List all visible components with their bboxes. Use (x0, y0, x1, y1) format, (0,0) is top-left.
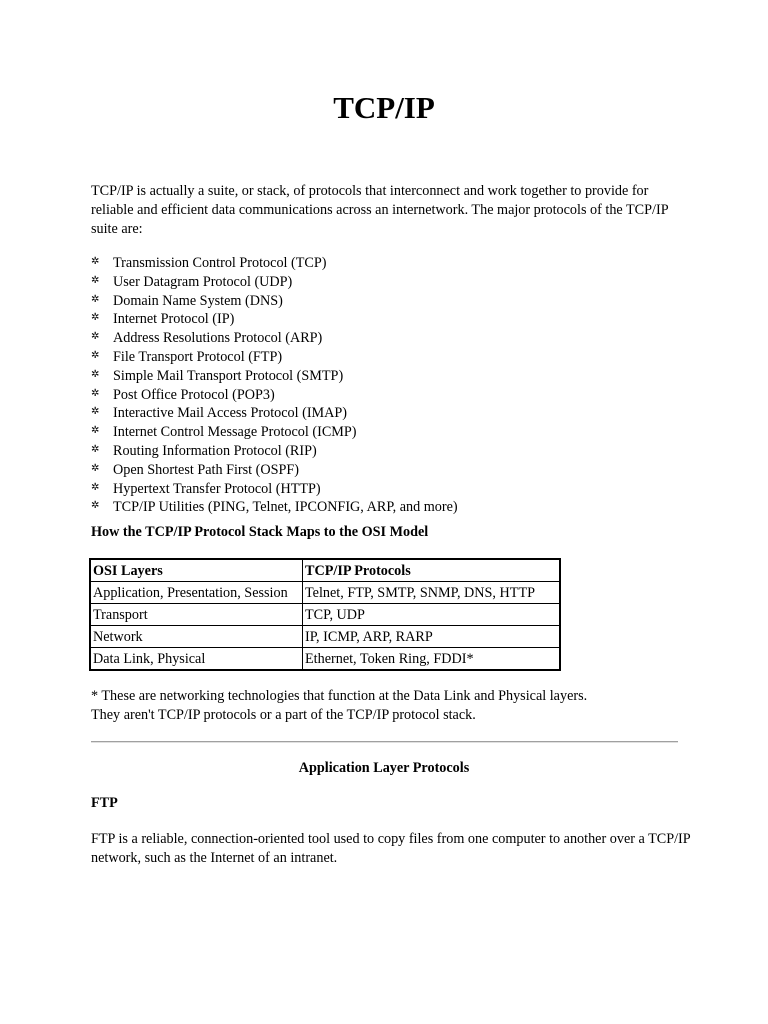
list-item-text: User Datagram Protocol (UDP) (113, 273, 293, 290)
star-bullet-icon: ✲ (91, 256, 100, 267)
list-item (91, 499, 691, 518)
table-cell: Network (90, 626, 303, 648)
star-bullet-icon: ✲ (91, 368, 100, 380)
table-cell: Ethernet, Token Ring, FDDI* (303, 648, 561, 671)
list-item-text: Address Resolutions Protocol (ARP) (113, 330, 323, 347)
table-cell: Telnet, FTP, SMTP, SNMP, DNS, HTTP (303, 582, 561, 604)
list-item (91, 387, 691, 406)
list-item-text: Routing Information Protocol (RIP) (113, 442, 317, 459)
osi-mapping-table (89, 558, 561, 671)
table-header-cell: OSI Layers (90, 559, 303, 582)
ftp-heading: FTP (91, 795, 118, 811)
list-item (91, 349, 691, 368)
star-bullet-icon: ✲ (91, 425, 100, 437)
list-item-text: Interactive Mail Access Protocol (IMAP) (113, 405, 348, 422)
list-item (91, 311, 691, 330)
list-item-text: Simple Mail Transport Protocol (SMTP) (113, 367, 344, 384)
list-item-text: Internet Protocol (IP) (113, 311, 235, 328)
list-item-text: Transmission Control Protocol (TCP) (113, 255, 327, 271)
list-item-text: File Transport Protocol (FTP) (113, 348, 283, 365)
list-item (91, 293, 691, 312)
table-cell: Transport (90, 604, 303, 626)
table-header-row (90, 559, 560, 582)
ftp-paragraph: FTP is a reliable, connection-oriented tool used to copy files from one computer to another over a TCP/IP network, such as the Internet of an intranet. (91, 831, 691, 866)
list-item-text: Hypertext Transfer Protocol (HTTP) (113, 480, 321, 497)
table-row (90, 582, 560, 604)
table-row (90, 604, 560, 626)
table-cell: IP, ICMP, ARP, RARP (303, 626, 561, 648)
star-bullet-icon: ✲ (91, 331, 100, 343)
table-header-cell: TCP/IP Protocols (303, 559, 561, 582)
star-bullet-icon: ✲ (91, 462, 100, 474)
star-bullet-icon: ✲ (91, 406, 100, 418)
footnote-line: They aren't TCP/IP protocols or a part of the TCP/IP protocol stack. (91, 707, 476, 723)
list-item (91, 330, 691, 349)
star-bullet-icon: ✲ (91, 293, 100, 305)
list-item (91, 462, 691, 481)
star-bullet-icon: ✲ (91, 500, 100, 512)
list-item (91, 255, 691, 274)
list-item (91, 424, 691, 443)
list-item (91, 274, 691, 293)
page-title: TCP/IP (333, 90, 435, 125)
footnote-line: * These are networking technologies that function at the Data Link and Physical layers. (91, 688, 588, 704)
list-item-text: TCP/IP Utilities (PING, Telnet, IPCONFIG, ARP, and more) (113, 499, 458, 516)
table-row (90, 626, 560, 648)
horizontal-divider (91, 741, 678, 743)
table-cell: TCP, UDP (303, 604, 561, 626)
star-bullet-icon: ✲ (91, 274, 100, 286)
star-bullet-icon: ✲ (91, 443, 100, 455)
list-item (91, 368, 691, 387)
table-cell: Application, Presentation, Session (90, 582, 303, 604)
subheading: Application Layer Protocols (298, 760, 470, 776)
list-item-text: Internet Control Message Protocol (ICMP) (113, 424, 357, 441)
list-item-text: Domain Name System (DNS) (113, 292, 283, 309)
star-bullet-icon: ✲ (91, 481, 100, 493)
list-item-text: Post Office Protocol (POP3) (113, 386, 275, 403)
list-item (91, 481, 691, 500)
star-bullet-icon: ✲ (91, 312, 100, 324)
table-cell: Data Link, Physical (90, 648, 303, 671)
table-row (90, 648, 560, 671)
list-item (91, 405, 691, 424)
section-heading: How the TCP/IP Protocol Stack Maps to the OSI Model (91, 524, 429, 540)
intro-paragraph: TCP/IP is actually a suite, or stack, of protocols that interconnect and work together to provide for reliable and efficient data communications across an internetwork. The major protocols of the TCP/IP suite are: (91, 183, 669, 237)
list-item-text: Open Shortest Path First (OSPF) (113, 461, 300, 478)
star-bullet-icon: ✲ (91, 387, 100, 399)
star-bullet-icon: ✲ (91, 349, 100, 361)
footnote (91, 687, 691, 725)
protocol-list (91, 255, 691, 518)
list-item (91, 443, 691, 462)
